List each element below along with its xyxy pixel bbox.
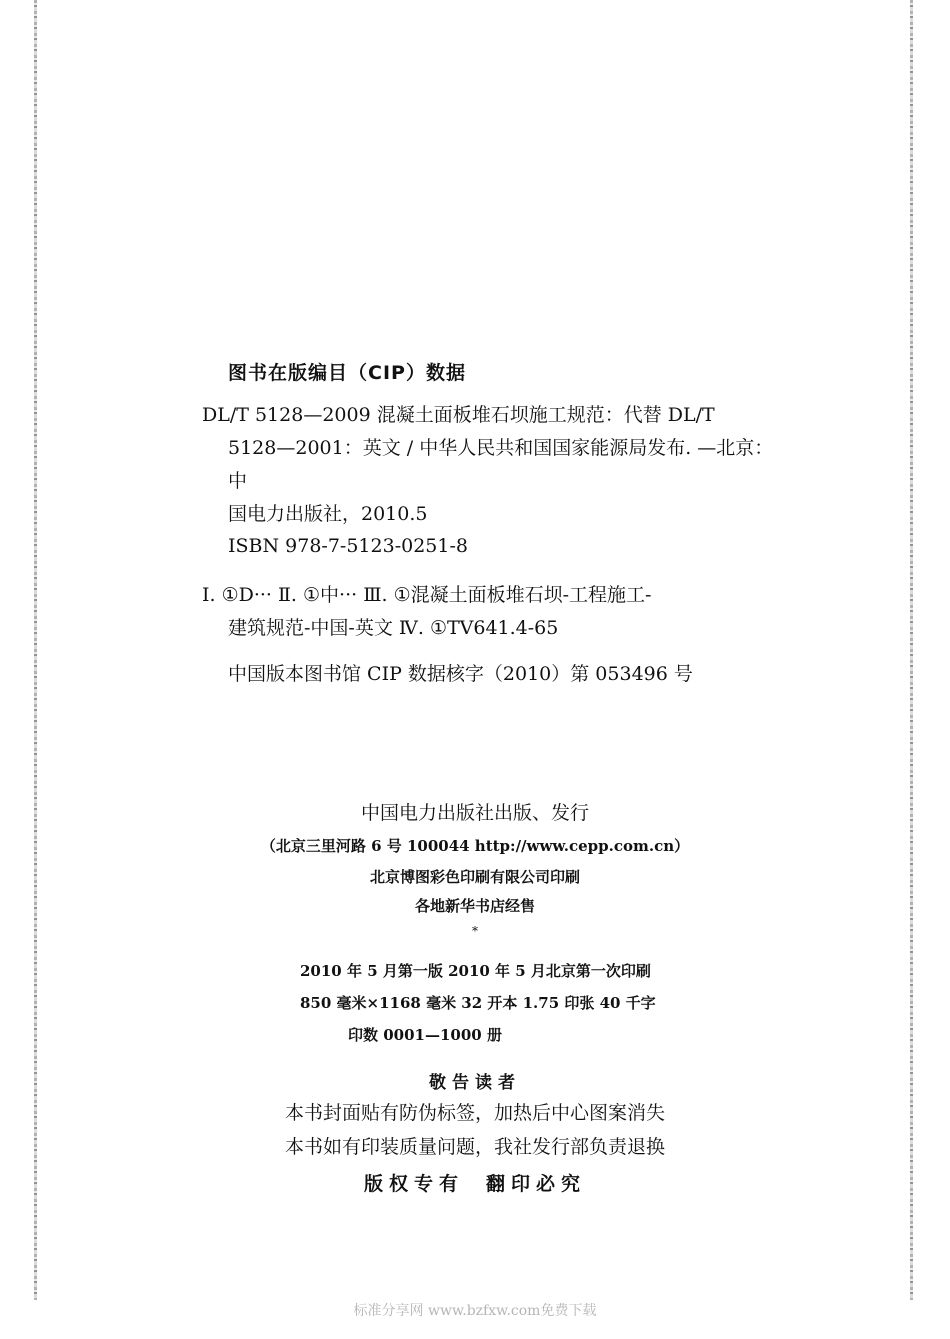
cip-entry-line: 5128—2001：英文 / 中华人民共和国国家能源局发布. —北京：中 — [228, 437, 774, 492]
distributor-line: 各地新华书店经售 — [414, 897, 535, 915]
reader-notice — [0, 1068, 950, 1215]
publisher-line: 中国电力出版社出版、发行 — [360, 802, 589, 824]
notice-title: 敬告读者 — [429, 1073, 521, 1093]
copyright-part-b: 翻印必究 — [486, 1173, 587, 1195]
format-line: 850 毫米×1168 毫米 32 开本 1.75 印张 40 千字 — [300, 994, 656, 1012]
print-specifications — [300, 960, 720, 1056]
separator-star: * — [472, 924, 478, 938]
site-watermark: 标准分享网 www.bzfxw.com免费下载 — [353, 1303, 597, 1319]
edition-line: 2010 年 5 月第一版 2010 年 5 月北京第一次印刷 — [300, 962, 651, 980]
cip-entry — [202, 399, 788, 531]
classification-line: 建筑规范-中国-英文 Ⅳ. ①TV641.4-65 — [228, 617, 559, 639]
notice-quality: 本书如有印装质量问题，我社发行部负责退换 — [284, 1136, 665, 1158]
cip-title: 图书在版编目（CIP）数据 — [228, 362, 466, 384]
cip-data-block — [202, 358, 788, 689]
cip-entry-line: 国电力出版社，2010.5 — [228, 503, 428, 525]
print-run-line: 印数 0001—1000 册 — [348, 1026, 502, 1044]
notice-anti-counterfeit: 本书封面贴有防伪标签，加热后中心图案消失 — [284, 1102, 665, 1124]
copyright-part-a: 版权专有 — [363, 1173, 464, 1195]
classification-line: Ⅰ. ①D··· Ⅱ. ①中··· Ⅲ. ①混凝土面板堆石坝-工程施工- — [202, 584, 652, 606]
isbn: ISBN 978-7-5123-0251-8 — [228, 535, 468, 557]
cip-entry-line: DL/T 5128—2009 混凝土面板堆石坝施工规范：代替 DL/T — [202, 404, 715, 426]
cip-classification — [202, 579, 788, 645]
printer-line: 北京博图彩色印刷有限公司印刷 — [369, 868, 580, 886]
publication-colophon — [0, 798, 950, 946]
cip-verification-number: 中国版本图书馆 CIP 数据核字（2010）第 053496 号 — [228, 663, 693, 685]
copyright-statement — [0, 1169, 950, 1196]
publisher-address: （北京三里河路 6 号 100044 http://www.cepp.com.cn） — [260, 837, 690, 855]
